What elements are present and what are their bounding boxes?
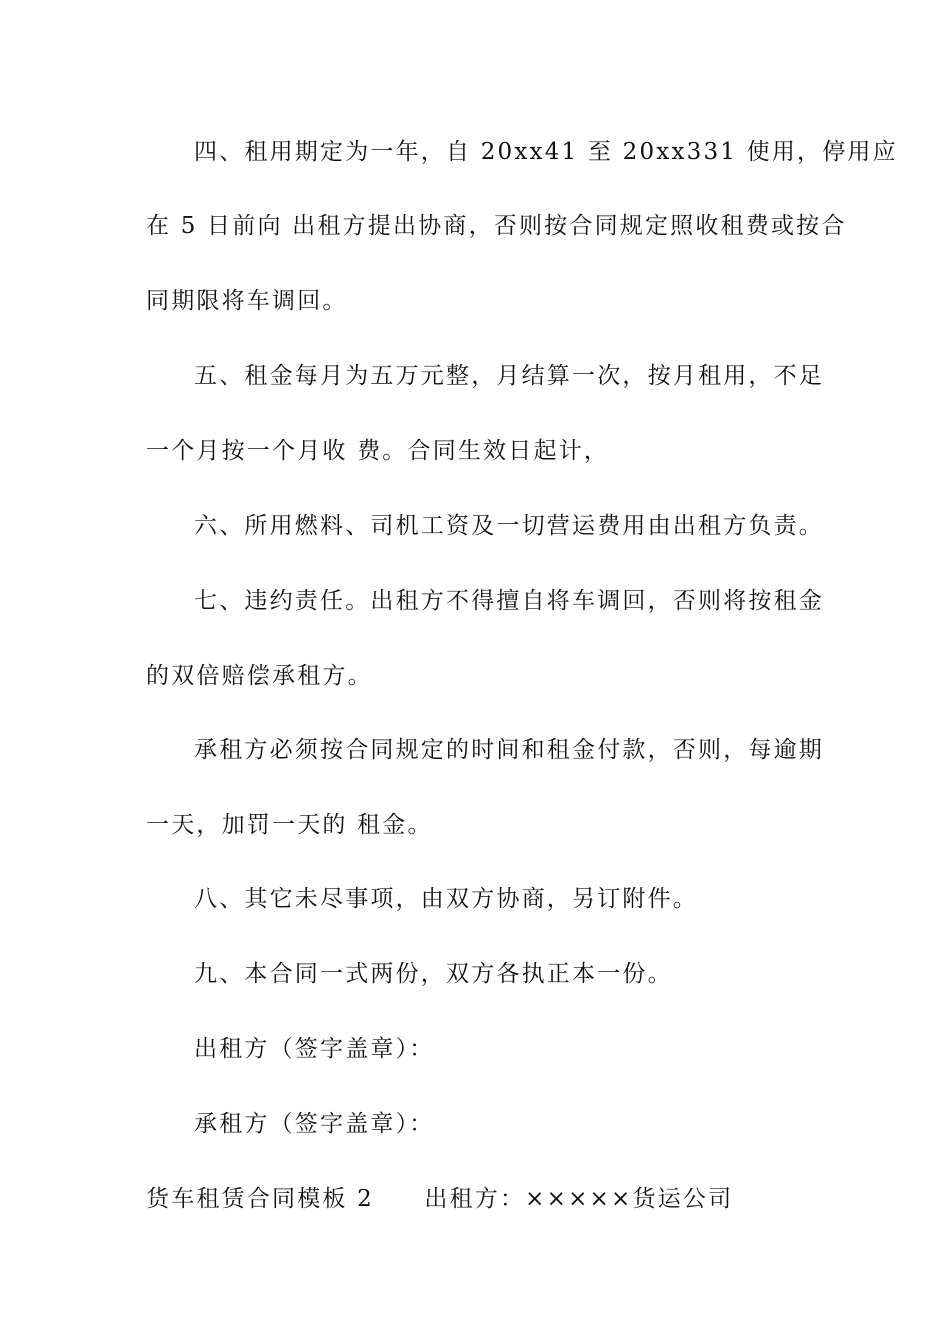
clause-5-line-1: 五、租金每月为五万元整，月结算一次，按月租用，不足 xyxy=(194,363,824,389)
clause-9-line-1: 九、本合同一式两份，双方各执正本一份。 xyxy=(194,961,673,987)
payment-clause-line-2: 一天，加罚一天的 租金。 xyxy=(146,812,433,838)
clause-6-line-1: 六、所用燃料、司机工资及一切营运费用由出租方负责。 xyxy=(194,513,824,539)
clause-4-line-1: 四、租用期定为一年，自 20xx41 至 20xx331 使用，停用应 xyxy=(194,139,898,165)
clause-8-line-1: 八、其它未尽事项，由双方协商，另订附件。 xyxy=(194,886,698,912)
clause-4-line-3: 同期限将车调回。 xyxy=(146,288,348,314)
template-2-heading-line: 货车租赁合同模板 2 出租方：×××××货运公司 xyxy=(146,1186,734,1212)
clause-5-line-2: 一个月按一个月收 费。合同生效日起计， xyxy=(146,438,610,464)
lessee-signature-line: 承租方（签字盖章）： xyxy=(194,1111,435,1137)
clause-7-line-2: 的双倍赔偿承租方。 xyxy=(146,663,373,689)
payment-clause-line-1: 承租方必须按合同规定的时间和租金付款，否则，每逾期 xyxy=(194,737,824,763)
clause-4-line-2: 在 5 日前向 出租方提出协商，否则按合同规定照收租费或按合 xyxy=(146,213,847,239)
lessor-signature-line: 出租方（签字盖章）： xyxy=(194,1036,435,1062)
clause-7-line-1: 七、违约责任。出租方不得擅自将车调回，否则将按租金 xyxy=(194,588,824,614)
